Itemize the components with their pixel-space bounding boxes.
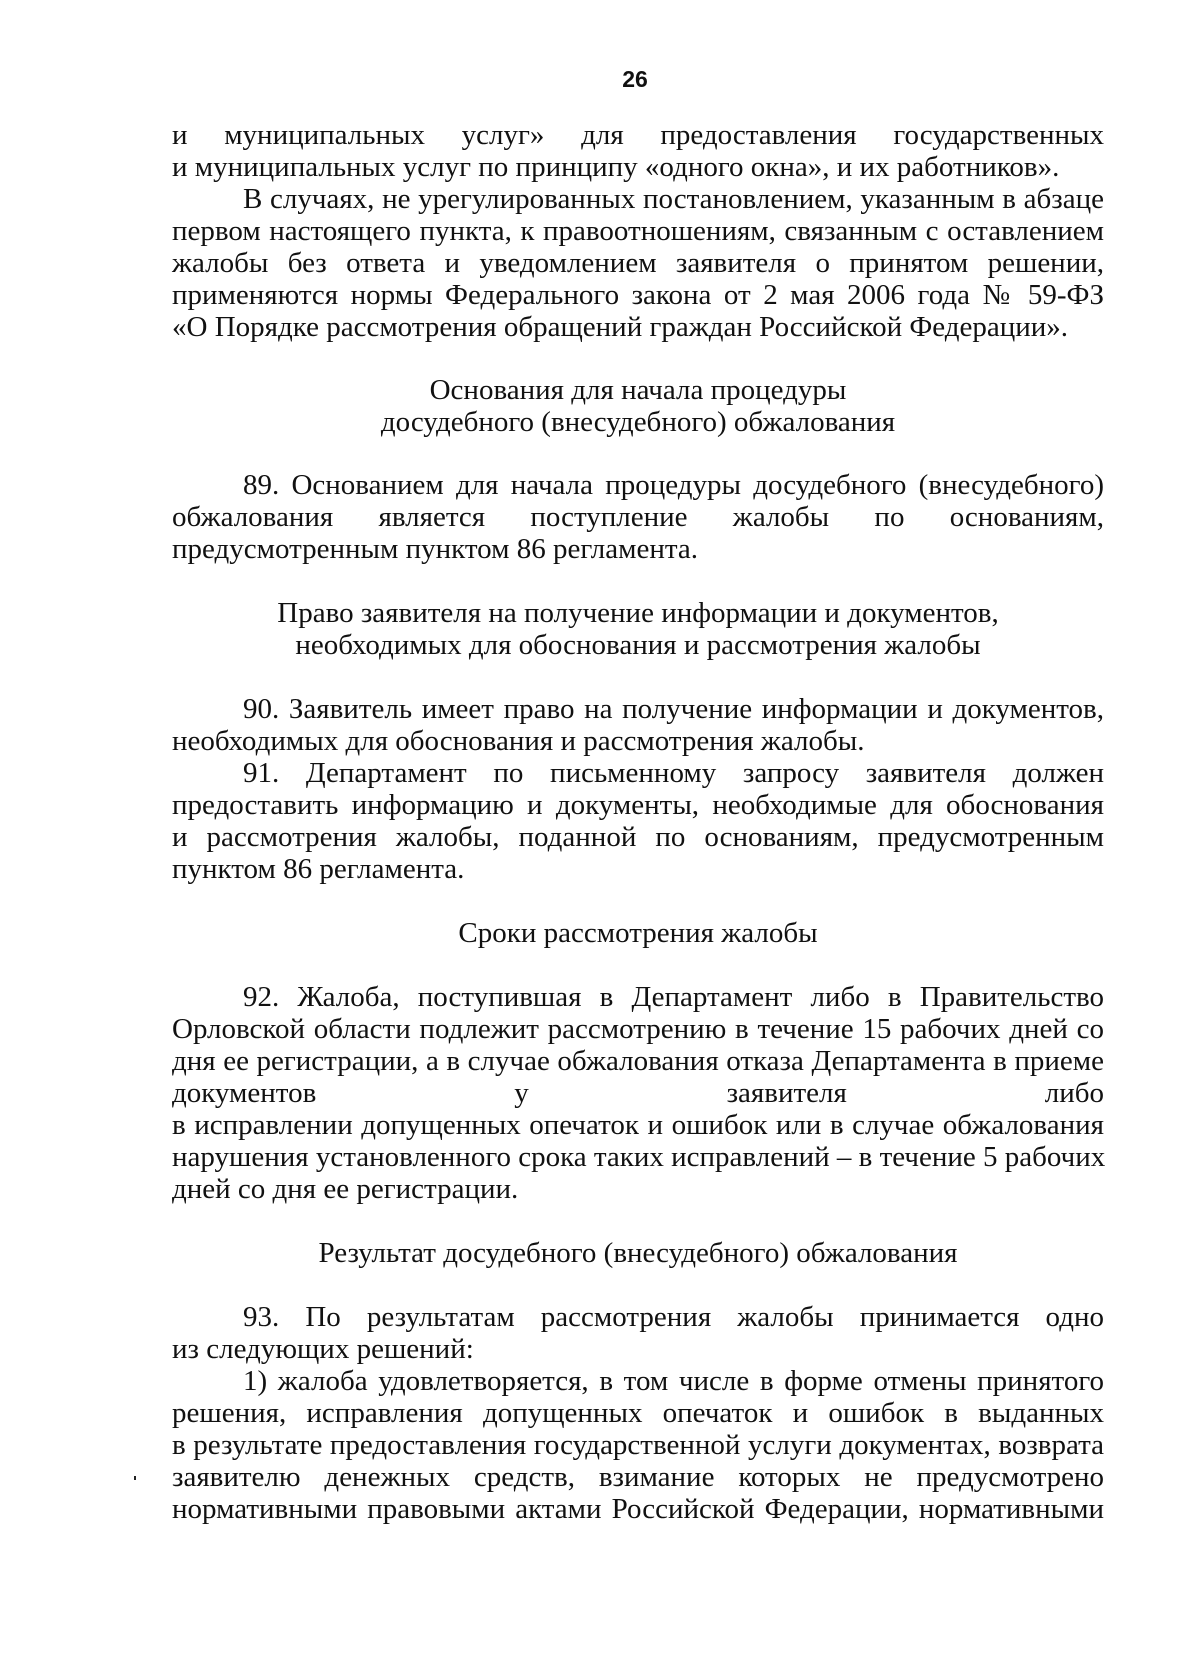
text-line: В случаях, не урегулированных постановлением, указанным в абзаце: [243, 183, 1104, 215]
section-heading: Результат досудебного (внесудебного) обжалования: [318, 1237, 958, 1269]
text-line: Орловской области подлежит рассмотрению в течение 15 рабочих дней со: [172, 1013, 1104, 1045]
text-line: дней со дня ее регистрации.: [172, 1173, 519, 1205]
section-heading: Сроки рассмотрения жалобы: [458, 917, 818, 949]
text-line: пунктом 86 регламента.: [172, 853, 465, 885]
text-line: нормативными правовыми актами Российской Федерации, нормативными: [172, 1493, 1104, 1525]
text-line: обжалования является поступление жалобы по основаниям,: [172, 501, 1104, 533]
text-line: дня ее регистрации, а в случае обжалования отказа Департамента в приеме: [172, 1045, 1104, 1077]
text-line: 90. Заявитель имеет право на получение информации и документов,: [243, 693, 1104, 725]
section-heading: необходимых для обоснования и рассмотрения жалобы: [295, 629, 981, 661]
text-line: решения, исправления допущенных опечаток и ошибок в выданных: [172, 1397, 1104, 1429]
section-heading: досудебного (внесудебного) обжалования: [380, 406, 896, 438]
text-line: предоставить информацию и документы, необходимые для обоснования: [172, 789, 1104, 821]
text-line: применяются нормы Федерального закона от 2 мая 2006 года № 59-ФЗ: [172, 279, 1104, 311]
text-line: жалобы без ответа и уведомлением заявителя о принятом решении,: [172, 247, 1104, 279]
text-line: в результате предоставления государственной услуги документах, возврата: [172, 1429, 1104, 1461]
page-number: 26: [622, 66, 648, 92]
text-line: первом настоящего пункта, к правоотношениям, связанным с оставлением: [172, 215, 1104, 247]
text-line: 93. По результатам рассмотрения жалобы принимается одно: [243, 1301, 1104, 1333]
text-line: и муниципальных услуг» для предоставления государственных: [172, 119, 1104, 151]
text-line: 1) жалоба удовлетворяется, в том числе в форме отмены принятого: [243, 1365, 1104, 1397]
text-line: 91. Департамент по письменному запросу заявителя должен: [243, 757, 1104, 789]
scan-speck: [134, 1476, 136, 1480]
text-line: и муниципальных услуг по принципу «одного окна», и их работников».: [172, 151, 1060, 183]
text-line: необходимых для обоснования и рассмотрения жалобы.: [172, 725, 865, 757]
text-line: в исправлении допущенных опечаток и ошибок или в случае обжалования: [172, 1109, 1104, 1141]
text-line: и рассмотрения жалобы, поданной по основаниям, предусмотренным: [172, 821, 1104, 853]
section-heading: Основания для начала процедуры: [429, 374, 847, 406]
text-line: «О Порядке рассмотрения обращений граждан Российской Федерации».: [172, 311, 1069, 343]
section-heading: Право заявителя на получение информации и документов,: [277, 597, 999, 629]
text-line: 89. Основанием для начала процедуры досудебного (внесудебного): [243, 469, 1104, 501]
text-line: предусмотренным пунктом 86 регламента.: [172, 533, 698, 565]
text-line: нарушения установленного срока таких исправлений – в течение 5 рабочих: [172, 1141, 1106, 1173]
text-line: документов у заявителя либо: [172, 1077, 1104, 1109]
text-line: заявителю денежных средств, взимание которых не предусмотрено: [172, 1461, 1104, 1493]
text-line: 92. Жалоба, поступившая в Департамент либо в Правительство: [243, 981, 1104, 1013]
text-line: из следующих решений:: [172, 1333, 474, 1365]
